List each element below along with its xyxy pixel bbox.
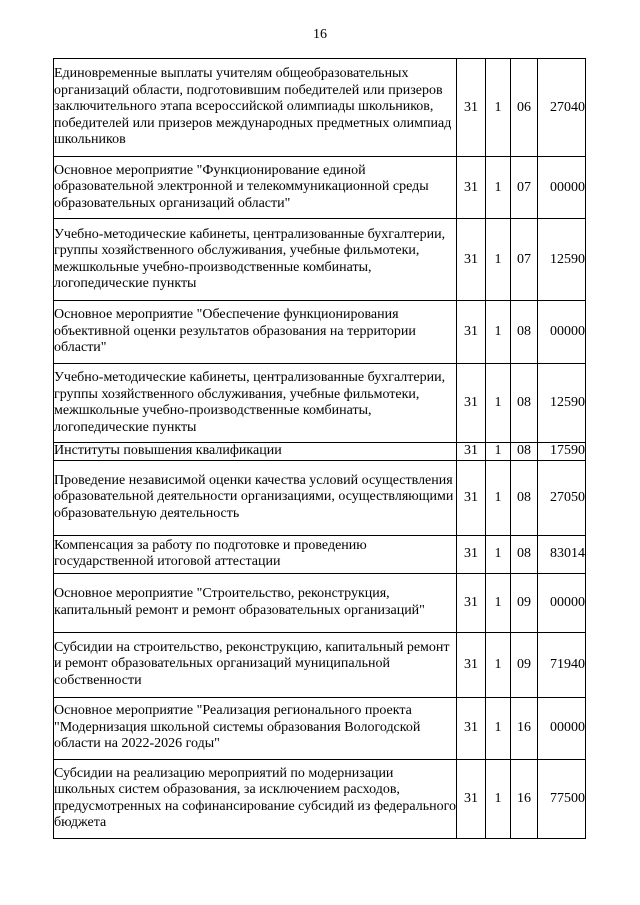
- table-row: [54, 59, 586, 157]
- table-row: [54, 460, 586, 535]
- row-name: Субсидии на строительство, реконструкцию, капитальный ремонт и ремонт образовательных организаций муниципальной собственности: [54, 632, 457, 697]
- table-row: [54, 759, 586, 838]
- code-program: 31: [457, 632, 486, 697]
- row-name: Основное мероприятие "Строительство, реконструкция, капитальный ремонт и ремонт образовательных организаций": [54, 573, 457, 632]
- table-row: [54, 535, 586, 573]
- code-program: 31: [457, 573, 486, 632]
- row-name: Учебно-методические кабинеты, централизованные бухгалтерии, группы хозяйственного обслуживания, учебные фильмотеки, межшкольные учебно-производственные комбинаты, логопедические пункты: [54, 219, 457, 301]
- code-subprogram: 1: [486, 301, 511, 364]
- code-event: 09: [511, 573, 538, 632]
- code-event: 08: [511, 443, 538, 461]
- code-direction: 77500: [538, 759, 586, 838]
- code-direction: 00000: [538, 301, 586, 364]
- code-subprogram: 1: [486, 157, 511, 219]
- code-event: 08: [511, 364, 538, 443]
- code-direction: 00000: [538, 573, 586, 632]
- code-event: 07: [511, 219, 538, 301]
- row-name: Основное мероприятие "Обеспечение функционирования объективной оценки результатов образования на территории области": [54, 301, 457, 364]
- budget-classification-table: [53, 58, 586, 839]
- table-row: [54, 157, 586, 219]
- row-name: Учебно-методические кабинеты, централизованные бухгалтерии, группы хозяйственного обслуживания, учебные фильмотеки, межшкольные учебно-производственные комбинаты, логопедические пункты: [54, 364, 457, 443]
- row-name: Институты повышения квалификации: [54, 443, 457, 461]
- code-event: 08: [511, 535, 538, 573]
- code-program: 31: [457, 301, 486, 364]
- code-subprogram: 1: [486, 535, 511, 573]
- code-direction: 71940: [538, 632, 586, 697]
- row-name: Компенсация за работу по подготовке и проведению государственной итоговой аттестации: [54, 535, 457, 573]
- code-direction: 27050: [538, 460, 586, 535]
- table-row: [54, 573, 586, 632]
- code-subprogram: 1: [486, 697, 511, 759]
- row-name: Единовременные выплаты учителям общеобразовательных организаций области, подготовившим победителей или призеров заключительного этапа всероссийской олимпиады школьников, победителей или призеров международных предметных олимпиад школьников: [54, 59, 457, 157]
- table-row: [54, 364, 586, 443]
- row-name: Субсидии на реализацию мероприятий по модернизации школьных систем образования, за исключением расходов, предусмотренных на софинансирование субсидий из федерального бюджета: [54, 759, 457, 838]
- code-program: 31: [457, 460, 486, 535]
- table-row: [54, 301, 586, 364]
- code-subprogram: 1: [486, 573, 511, 632]
- code-direction: 00000: [538, 157, 586, 219]
- table-row: [54, 443, 586, 461]
- code-event: 08: [511, 460, 538, 535]
- table-row: [54, 219, 586, 301]
- code-program: 31: [457, 157, 486, 219]
- code-direction: 00000: [538, 697, 586, 759]
- code-direction: 27040: [538, 59, 586, 157]
- code-direction: 12590: [538, 219, 586, 301]
- code-subprogram: 1: [486, 443, 511, 461]
- code-event: 08: [511, 301, 538, 364]
- code-subprogram: 1: [486, 759, 511, 838]
- code-event: 16: [511, 697, 538, 759]
- code-program: 31: [457, 535, 486, 573]
- code-program: 31: [457, 364, 486, 443]
- code-subprogram: 1: [486, 632, 511, 697]
- row-name: Основное мероприятие "Реализация регионального проекта "Модернизация школьной системы образования Вологодской области на 2022-2026 годы": [54, 697, 457, 759]
- row-name: Основное мероприятие "Функционирование единой образовательной электронной и телекоммуникационной среды образовательных организаций области": [54, 157, 457, 219]
- table-row: [54, 697, 586, 759]
- row-name: Проведение независимой оценки качества условий осуществления образовательной деятельности организациями, осуществляющими образовательную деятельность: [54, 460, 457, 535]
- code-program: 31: [457, 443, 486, 461]
- code-event: 09: [511, 632, 538, 697]
- code-direction: 83014: [538, 535, 586, 573]
- code-subprogram: 1: [486, 59, 511, 157]
- code-program: 31: [457, 219, 486, 301]
- code-direction: 12590: [538, 364, 586, 443]
- code-program: 31: [457, 759, 486, 838]
- code-event: 16: [511, 759, 538, 838]
- code-subprogram: 1: [486, 460, 511, 535]
- code-subprogram: 1: [486, 364, 511, 443]
- table-row: [54, 632, 586, 697]
- code-direction: 17590: [538, 443, 586, 461]
- code-subprogram: 1: [486, 219, 511, 301]
- code-event: 06: [511, 59, 538, 157]
- code-program: 31: [457, 59, 486, 157]
- code-program: 31: [457, 697, 486, 759]
- page-number: 16: [313, 27, 327, 42]
- code-event: 07: [511, 157, 538, 219]
